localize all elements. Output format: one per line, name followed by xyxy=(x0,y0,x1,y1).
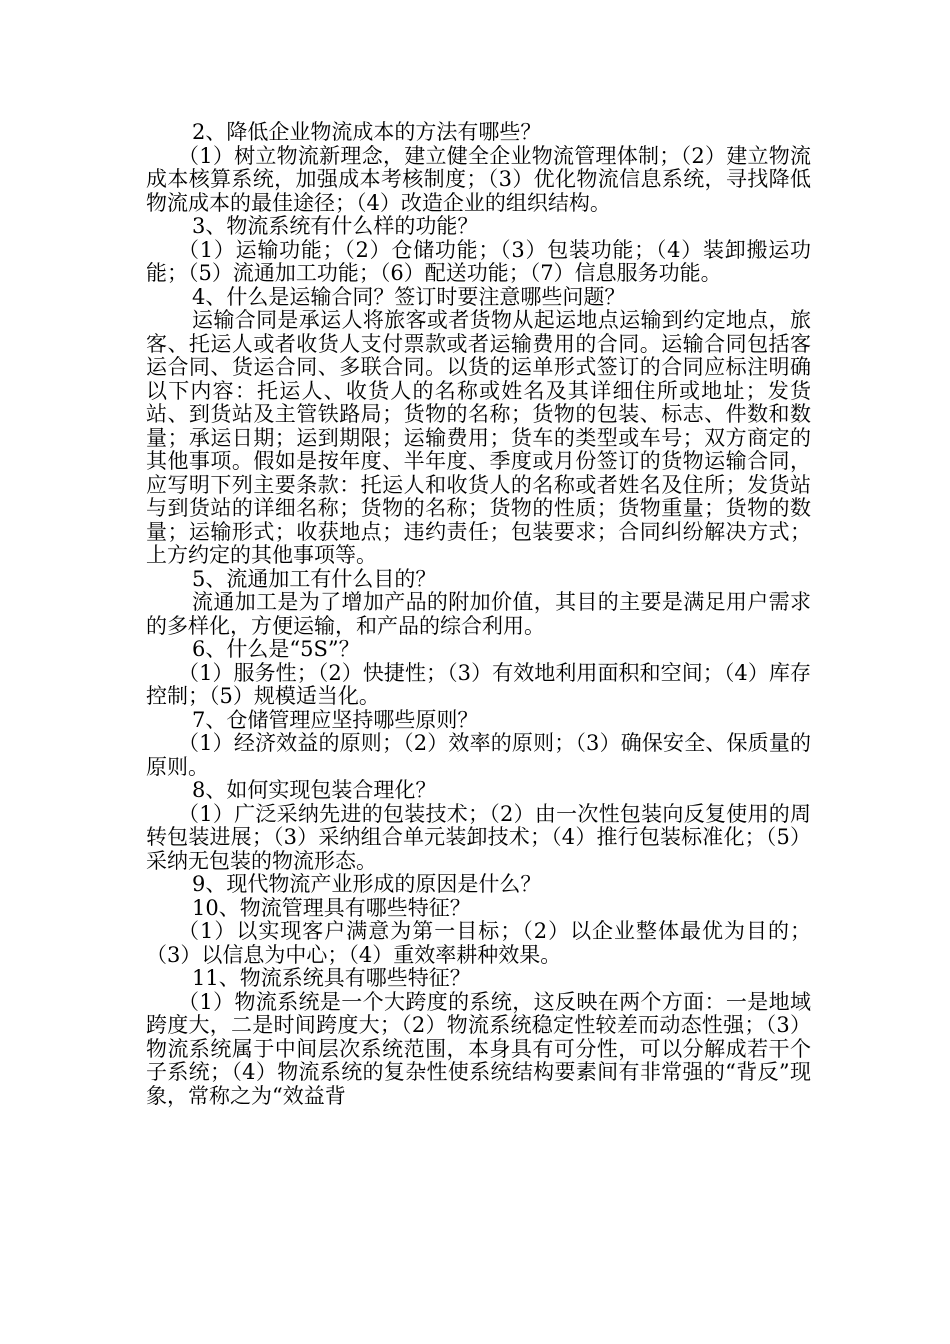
answer-7-text: （1）经济效益的原则；（2）效率的原则；（3）确保安全、保质量的原则。 xyxy=(146,731,811,779)
question-2-heading: 2、降低企业物流成本的方法有哪些？ xyxy=(192,120,542,144)
question-3-heading: 3、物流系统有什么样的功能？ xyxy=(192,214,479,238)
answer-11-text: （1）物流系统是一个大跨度的系统，这反映在两个方面：一是地域跨度大，二是时间跨度大；（2）物流系统稳定性较差而动态性强；（3）物流系统属于中间层次系统范围，本身具有可分性，可以分解成若干个子系统；（4）物流系统的复杂性使系统结构要素间有非常强的“背反”现象，常称之为“效益背 xyxy=(146,989,811,1108)
question-7-heading: 7、仓储管理应坚持哪些原则？ xyxy=(192,707,479,732)
question-9-heading: 9、现代物流产业形成的原因是什么？ xyxy=(192,872,542,896)
answer-5-text: 流通加工是为了增加产品的附加价值，其目的主要是满足用户需求的多样化，方便运输，和产品的综合利用。 xyxy=(146,590,811,638)
question-10-heading: 10、物流管理具有哪些特征？ xyxy=(192,895,471,920)
answer-3-text: （1）运输功能；（2）仓储功能；（3）包装功能；（4）装卸搬运功能；（5）流通加工功能；（6）配送功能；（7）信息服务功能。 xyxy=(146,237,811,285)
answer-4-text: 运输合同是承运人将旅客或者货物从起运地点运输到约定地点，旅客、托运人或者收货人支付票款或者运输费用的合同。运输合同包括客运合同、货运合同、多联合同。以货的运单形式签订的合同应标注明确以下内容：托运人、收货人的名称或姓名及其详细住所或地址；发货站、到货站及主管铁路局；货物的名称；货物的包装、标志、件数和数量；承运日期；运到期限；运输费用；货车的类型或车号；双方商定的其他事项。假如是按年度、半年度、季度或月份签订的货物运输合同，应写明下列主要条款：托运人和收货人的名称或者姓名及住所；发货站与到货站的详细名称；货物的名称；货物的性质；货物重量；货物的数量；运输形式；收获地点；违约责任；包装要求；合同纠纷解决方式；上方约定的其他事项等。 xyxy=(146,308,811,567)
answer-10-text: （1）以实现客户满意为第一目标；（2）以企业整体最优为目的；（3）以信息为中心；（4）重效率耕种效果。 xyxy=(146,919,811,967)
answer-6-text: （1）服务性；（2）快捷性；（3）有效地利用面积和空间；（4）库存控制；（5）规模适当化。 xyxy=(146,660,811,708)
answer-8-text: （1）广泛采纳先进的包装技术；（2）由一次性包装向反复使用的周转包装进展；（3）采纳组合单元装卸技术；（4）推行包装标准化；（5）采纳无包装的物流形态。 xyxy=(146,801,811,873)
question-4-heading: 4、什么是运输合同？签订时要注意哪些问题？ xyxy=(192,284,626,309)
question-5-heading: 5、流通加工有什么目的？ xyxy=(192,566,437,591)
question-11-heading: 11、物流系统具有哪些特征？ xyxy=(192,966,471,990)
question-8-heading: 8、如何实现包装合理化？ xyxy=(192,778,437,802)
document-body xyxy=(146,121,811,1108)
answer-2-text: （1）树立物流新理念，建立健全企业物流管理体制；（2）建立物流成本核算系统，加强成本考核制度；（3）优化物流信息系统，寻找降低物流成本的最佳途径；（4）改造企业的组织结构。 xyxy=(146,143,811,215)
question-6-heading: 6、什么是“5S”？ xyxy=(192,637,360,661)
